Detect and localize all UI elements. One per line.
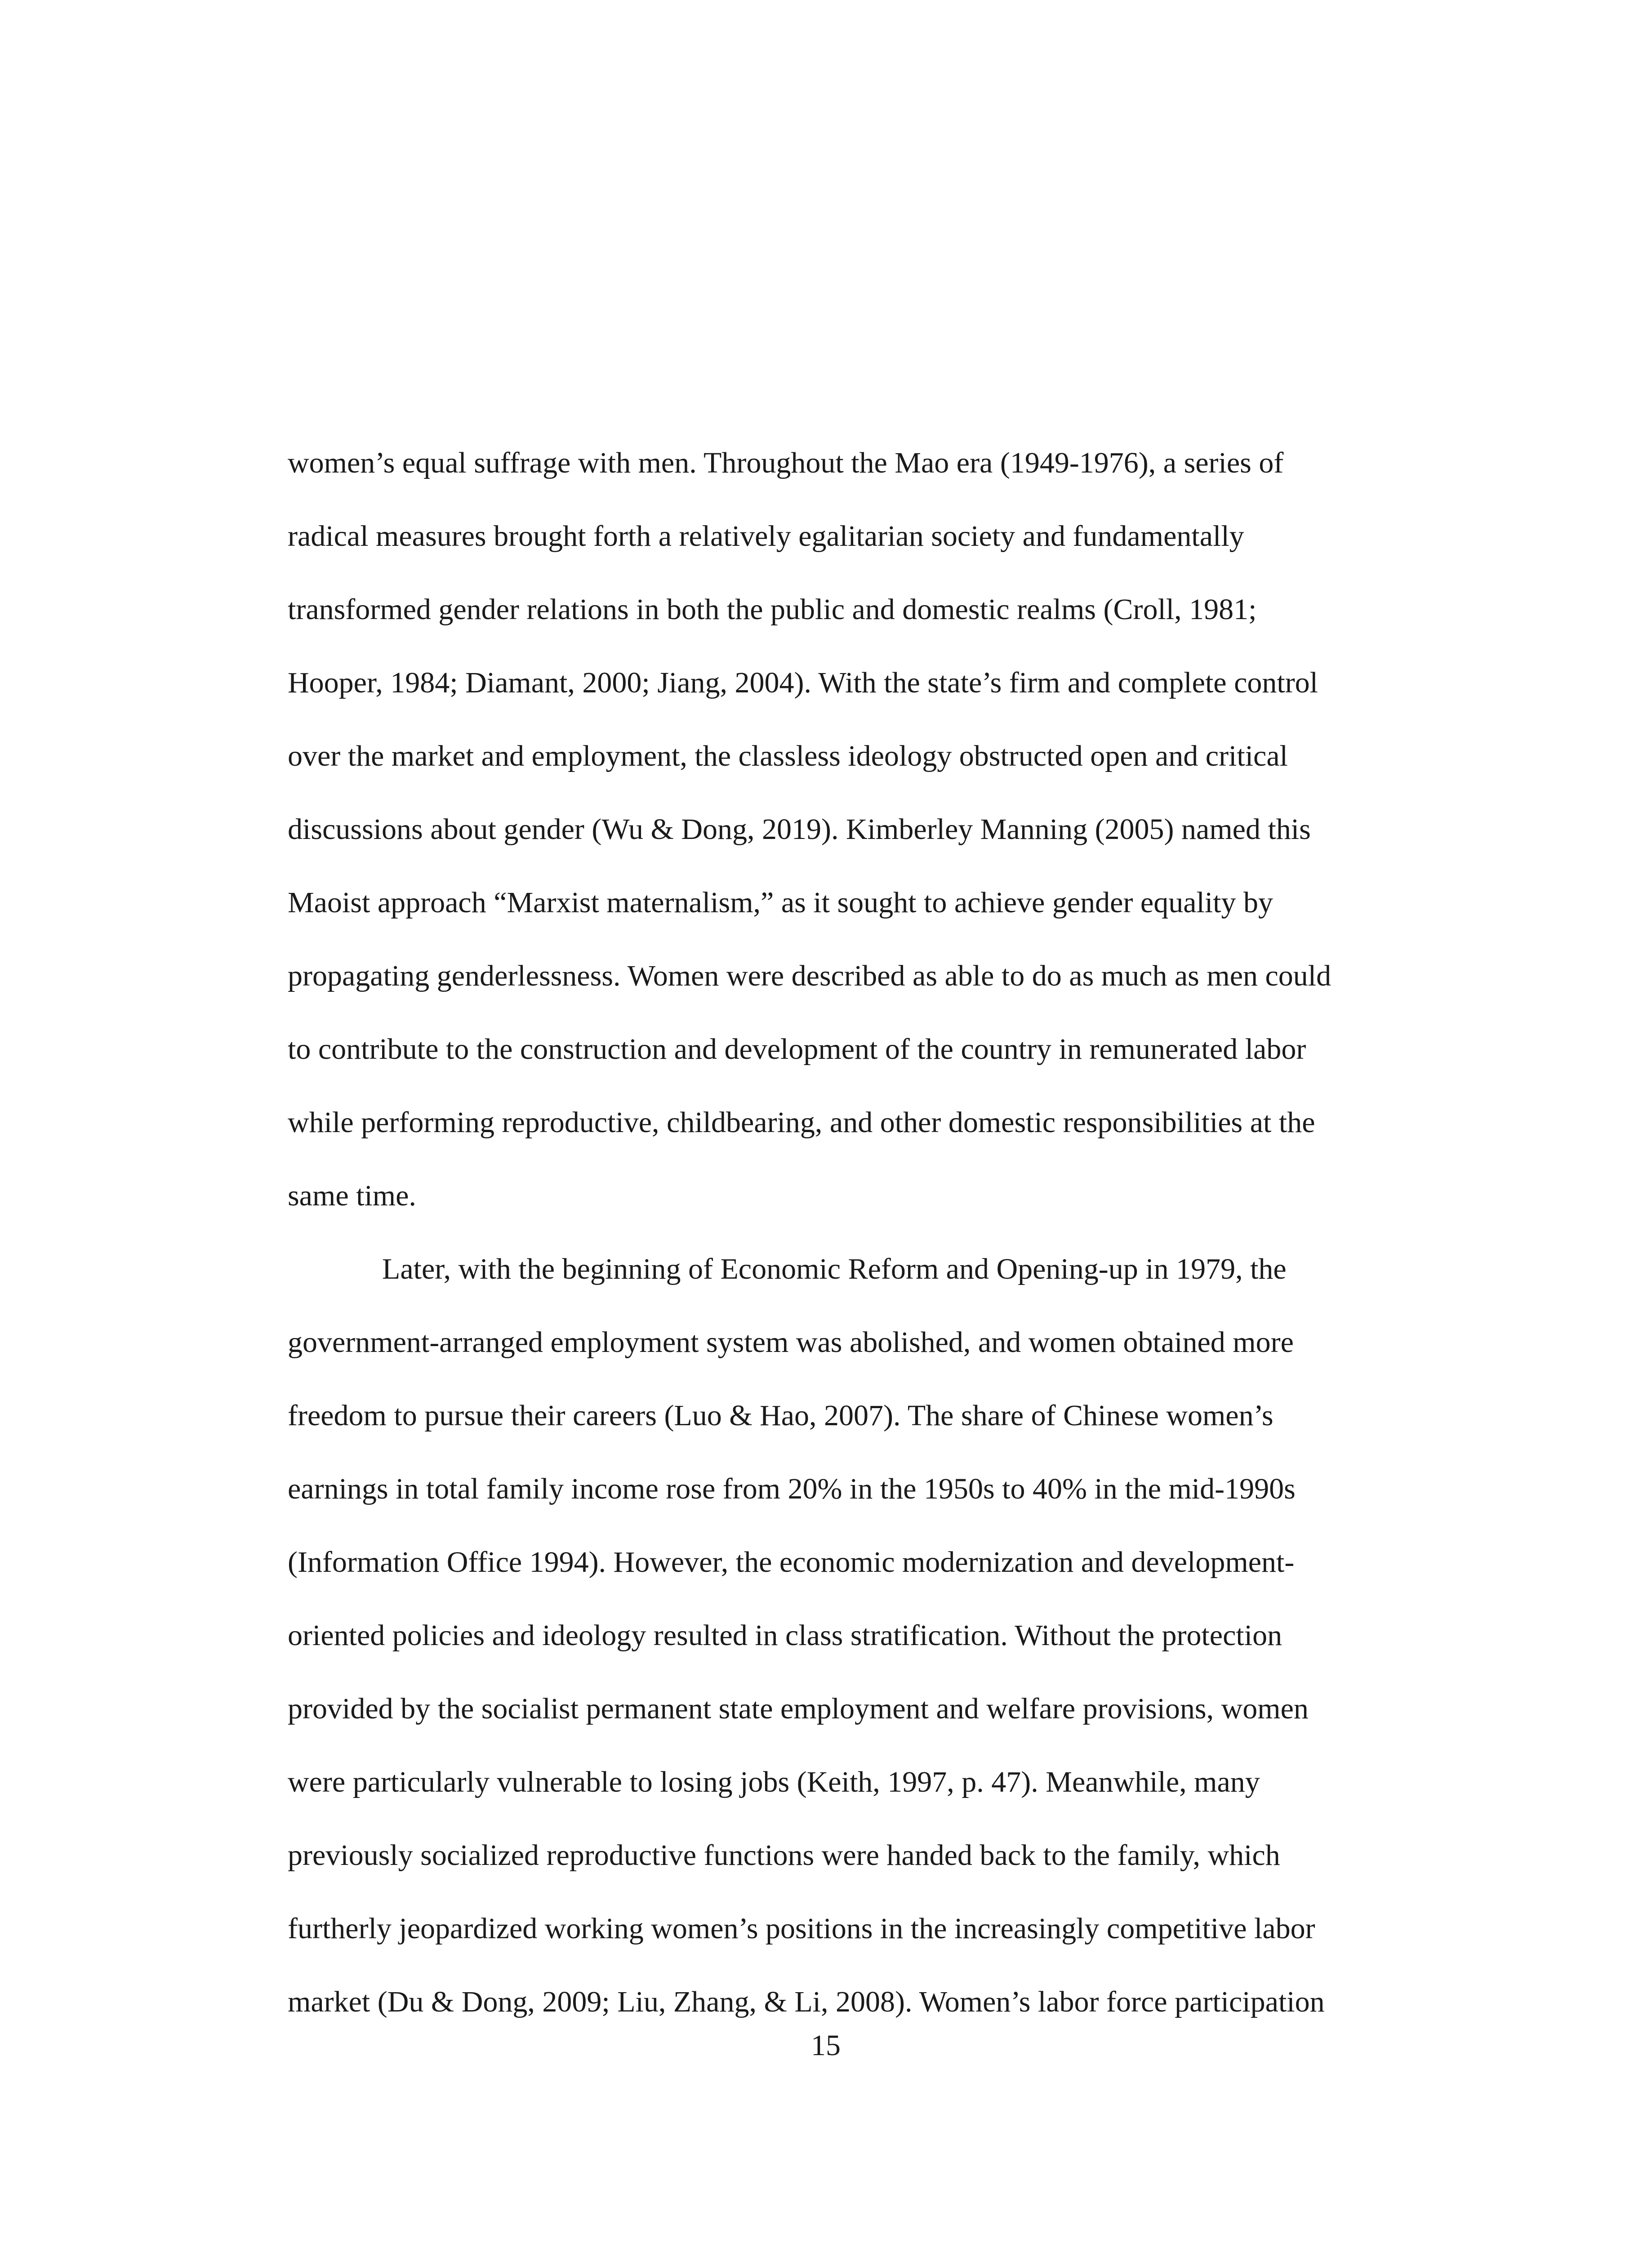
text-line: earnings in total family income rose from 20% in the 1950s to 40% in the mid-1990s — [288, 1472, 1296, 1505]
text-line: previously socialized reproductive functions were handed back to the family, which — [288, 1839, 1280, 1872]
text-line: government-arranged employment system was abolished, and women obtained more — [288, 1326, 1294, 1359]
text-line: women’s equal suffrage with men. Throughout the Mao era (1949-1976), a series of — [288, 446, 1284, 479]
text-line: discussions about gender (Wu & Dong, 2019). Kimberley Manning (2005) named this — [288, 813, 1311, 846]
text-line: Maoist approach “Marxist maternalism,” as it sought to achieve gender equality by — [288, 886, 1274, 919]
text-line: propagating genderlessness. Women were described as able to do as much as men could — [288, 959, 1331, 992]
text-line: oriented policies and ideology resulted in class stratification. Without the protection — [288, 1619, 1282, 1652]
text-line: over the market and employment, the classless ideology obstructed open and critical — [288, 740, 1288, 772]
text-line: Hooper, 1984; Diamant, 2000; Jiang, 2004). With the state’s firm and complete control — [288, 666, 1318, 699]
text-line: same time. — [288, 1179, 416, 1212]
text-line: while performing reproductive, childbearing, and other domestic responsibilities at the — [288, 1106, 1315, 1139]
paragraph-first-line: Later, with the beginning of Economic Reform and Opening-up in 1979, the — [382, 1253, 1287, 1285]
text-line: market (Du & Dong, 2009; Liu, Zhang, & Li, 2008). Women’s labor force participation — [288, 1985, 1325, 2018]
text-line: freedom to pursue their careers (Luo & Hao, 2007). The share of Chinese women’s — [288, 1399, 1274, 1432]
text-line: furtherly jeopardized working women’s positions in the increasingly competitive labor — [288, 1912, 1315, 1945]
text-line: radical measures brought forth a relatively egalitarian society and fundamentally — [288, 520, 1244, 553]
text-line: (Information Office 1994). However, the economic modernization and development- — [288, 1546, 1295, 1579]
page-number: 15 — [811, 2029, 841, 2062]
text-line: transformed gender relations in both the public and domestic realms (Croll, 1981; — [288, 593, 1257, 626]
text-line: were particularly vulnerable to losing jobs (Keith, 1997, p. 47). Meanwhile, many — [288, 1766, 1260, 1798]
text-line: provided by the socialist permanent state employment and welfare provisions, women — [288, 1692, 1309, 1725]
text-line: to contribute to the construction and development of the country in remunerated labor — [288, 1033, 1306, 1066]
